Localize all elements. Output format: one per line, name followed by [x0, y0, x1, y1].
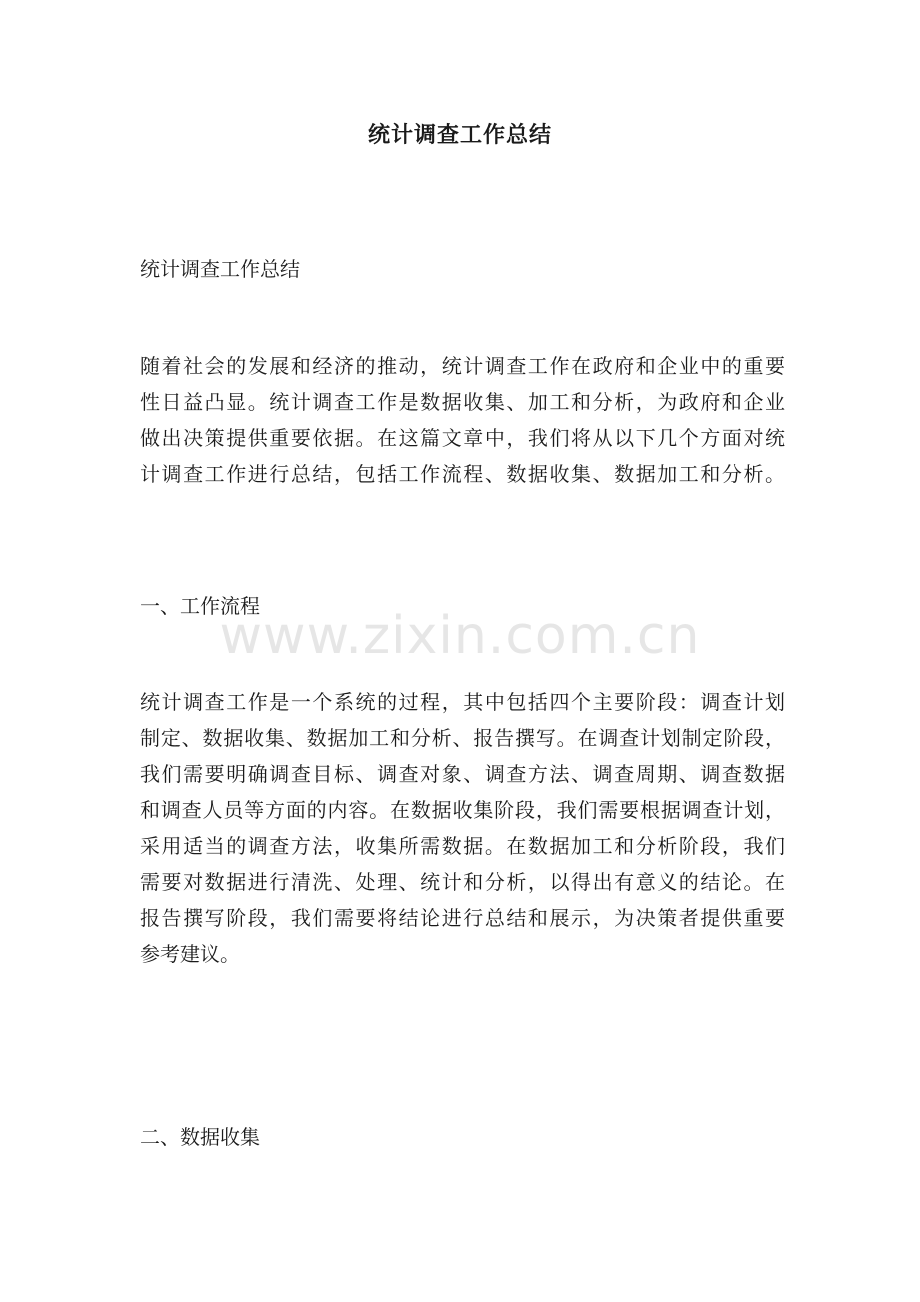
watermark: www.zixin.com.cn — [219, 606, 701, 666]
section-heading-data-collection: 二、数据收集 — [140, 1125, 260, 1149]
workflow-line: 报告撰写阶段，我们需要将结论进行总结和展示，为决策者提供重要 — [140, 906, 785, 930]
document-title: 统计调查工作总结 — [367, 123, 552, 148]
workflow-line: 统计调查工作是一个系统的过程，其中包括四个主要阶段：调查计划 — [140, 690, 785, 714]
workflow-line: 和调查人员等方面的内容。在数据收集阶段，我们需要根据调查计划， — [140, 798, 785, 822]
workflow-line: 制定、数据收集、数据加工和分析、报告撰写。在调查计划制定阶段， — [140, 726, 785, 750]
intro-paragraph — [140, 348, 785, 492]
workflow-paragraph — [140, 684, 785, 972]
intro-line: 性日益凸显。统计调查工作是数据收集、加工和分析，为政府和企业 — [140, 390, 785, 414]
workflow-line: 参考建议。 — [140, 942, 240, 966]
document-subtitle: 统计调查工作总结 — [140, 257, 300, 281]
workflow-line: 我们需要明确调查目标、调查对象、调查方法、调查周期、调查数据 — [140, 762, 785, 786]
intro-line: 随着社会的发展和经济的推动，统计调查工作在政府和企业中的重要 — [140, 354, 785, 378]
section-heading-workflow: 一、工作流程 — [140, 594, 260, 618]
intro-line: 计调查工作进行总结，包括工作流程、数据收集、数据加工和分析。 — [140, 462, 785, 486]
workflow-line: 需要对数据进行清洗、处理、统计和分析，以得出有意义的结论。在 — [140, 870, 785, 894]
workflow-line: 采用适当的调查方法，收集所需数据。在数据加工和分析阶段，我们 — [140, 834, 785, 858]
intro-line: 做出决策提供重要依据。在这篇文章中，我们将从以下几个方面对统 — [140, 426, 785, 450]
